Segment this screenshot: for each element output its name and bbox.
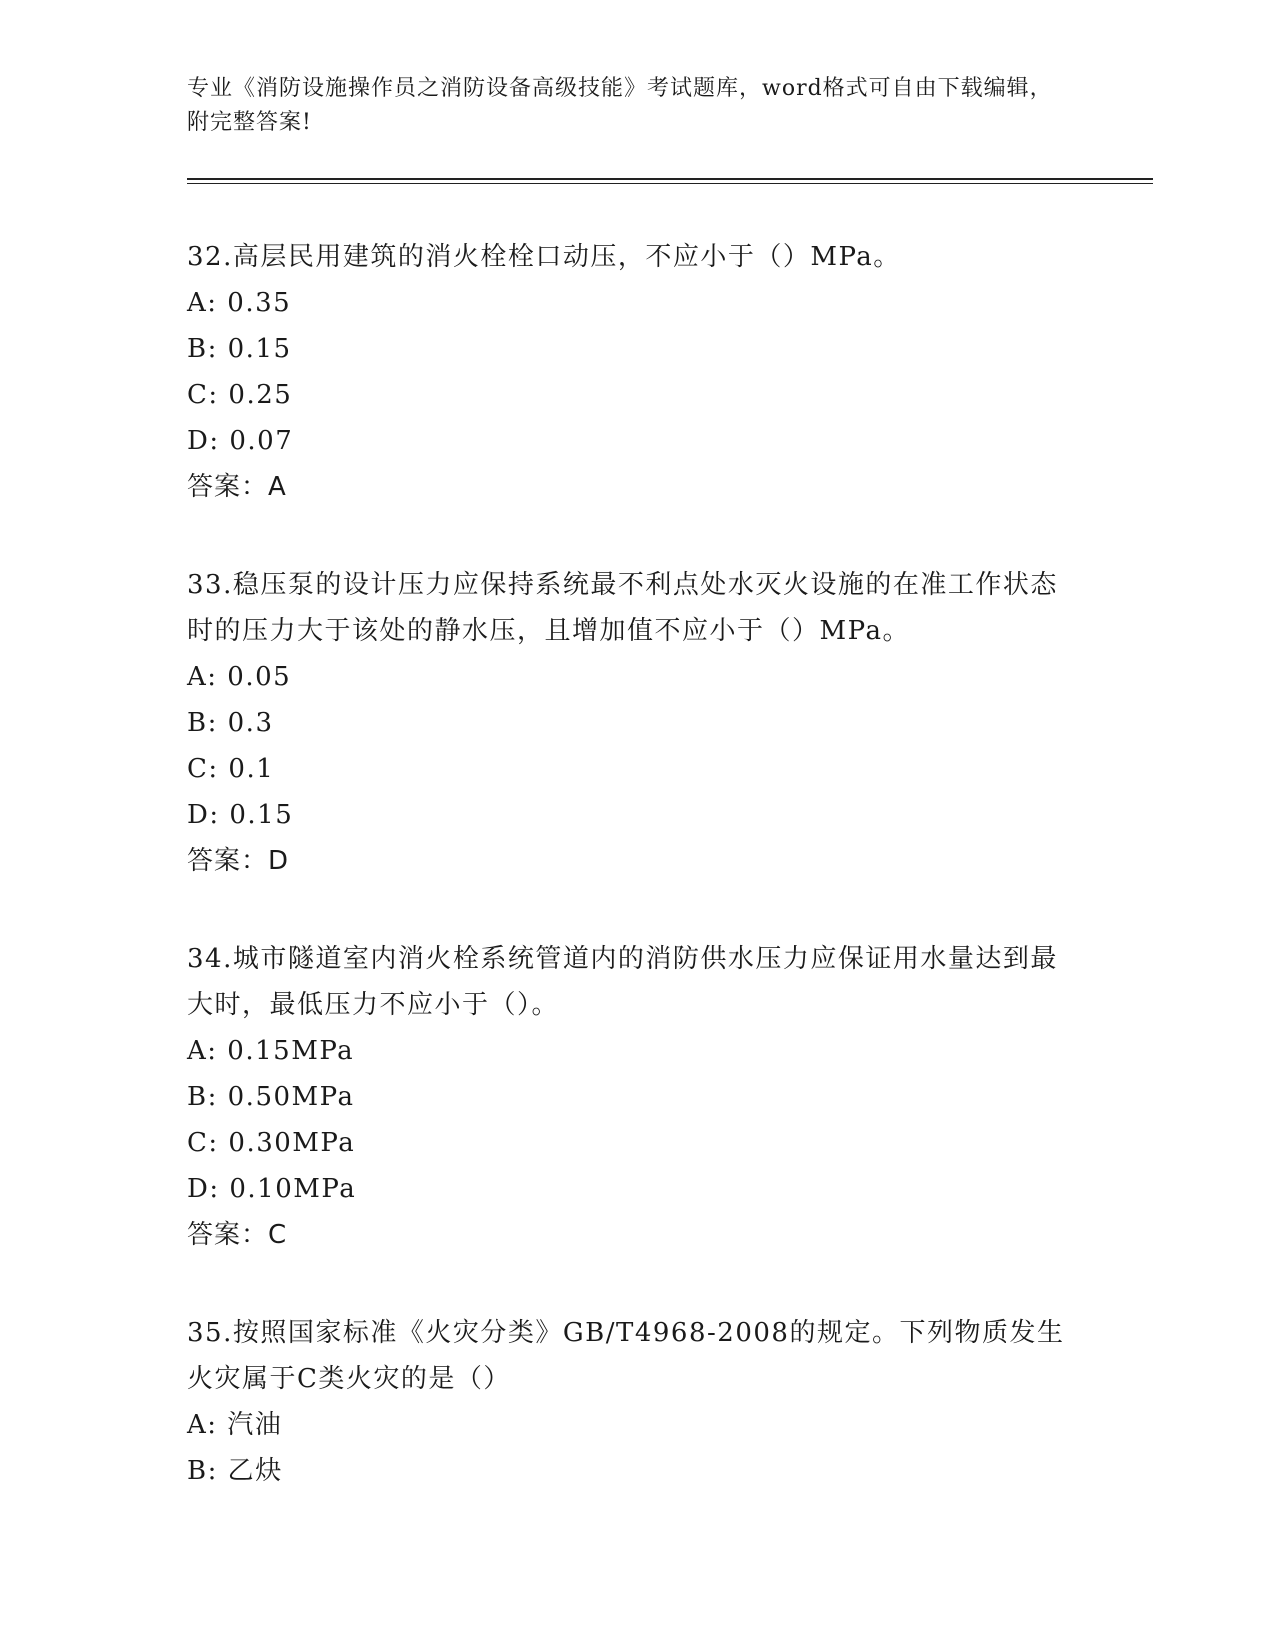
header-text: 专业《消防设施操作员之消防设备高级技能》考试题库，word格式可自由下载编辑，附完整答案!: [187, 76, 1053, 135]
option-b: B: 乙炔: [187, 1456, 283, 1486]
question-text: 32.高层民用建筑的消火栓栓口动压，不应小于（）MPa。: [187, 242, 901, 272]
option-a: A: 汽油: [187, 1410, 283, 1440]
answer-label: 答案：C: [187, 1220, 288, 1250]
header-divider-thick: [187, 178, 1153, 180]
option-d: D: 0.07: [187, 426, 294, 456]
option-c: C: 0.30MPa: [187, 1128, 356, 1158]
question-text: 35.按照国家标准《火灾分类》GB/T4968-2008的规定。下列物质发生火灾属于C类火灾的是（）: [187, 1318, 1065, 1394]
option-b: B: 0.50MPa: [187, 1082, 355, 1112]
answer-label: 答案：D: [187, 846, 290, 876]
header-divider-thin: [187, 183, 1153, 184]
question-32: [187, 234, 1077, 510]
question-text: 33.稳压泵的设计压力应保持系统最不利点处水灭火设施的在准工作状态时的压力大于该处的静水压，且增加值不应小于（）MPa。: [187, 570, 1058, 646]
question-35: [187, 1310, 1077, 1494]
option-c: C: 0.25: [187, 380, 293, 410]
option-a: A: 0.15MPa: [187, 1036, 355, 1066]
option-b: B: 0.3: [187, 708, 274, 738]
option-a: A: 0.05: [187, 662, 292, 692]
option-a: A: 0.35: [187, 288, 292, 318]
question-list: [187, 234, 1077, 1546]
option-c: C: 0.1: [187, 754, 275, 784]
question-34: [187, 936, 1077, 1258]
question-33: [187, 562, 1077, 884]
document-header: [187, 72, 1067, 140]
question-text: 34.城市隧道室内消火栓系统管道内的消防供水压力应保证用水量达到最大时，最低压力不应小于（）。: [187, 944, 1058, 1020]
option-b: B: 0.15: [187, 334, 292, 364]
option-d: D: 0.10MPa: [187, 1174, 357, 1204]
option-d: D: 0.15: [187, 800, 294, 830]
answer-label: 答案：A: [187, 472, 287, 502]
